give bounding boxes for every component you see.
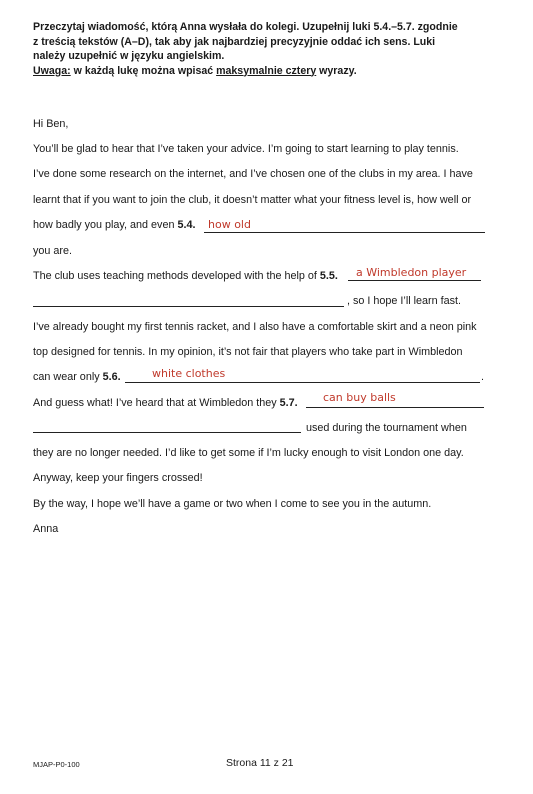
answer-5-5: a Wimbledon player	[356, 266, 467, 279]
letter-line: , so I hope I’ll learn fast.	[347, 295, 462, 307]
letter-text: The club uses teaching methods developed with the help of	[33, 270, 320, 282]
letter-line: You’ll be glad to hear that I’ve taken your advice. I’m going to start learning to play tennis.	[33, 143, 459, 155]
task-instructions	[33, 20, 503, 78]
letter-line: I’ve done some research on the internet, and I’ve chosen one of the clubs in my area. I have	[33, 168, 473, 180]
instruction-line: z treścią tekstów (A–D), tak aby jak najbardziej precyzyjnie oddać ich sens. Luki	[33, 35, 436, 48]
gap-number-5-6: 5.6.	[102, 371, 121, 383]
letter-line	[33, 370, 121, 384]
note-label: Uwaga:	[33, 64, 71, 77]
instruction-line: należy uzupełnić w języku angielskim.	[33, 50, 225, 62]
letter-text: can wear only	[33, 371, 103, 383]
note-limit: maksymalnie cztery	[216, 64, 317, 77]
letter-line	[33, 396, 298, 410]
letter-signature: Anna	[33, 523, 59, 535]
instruction-line: Przeczytaj wiadomość, którą Anna wysłała do kolegi. Uzupełnij luki 5.4.–5.7. zgodnie	[33, 21, 458, 33]
letter-line: you are.	[33, 245, 73, 257]
exam-code: MJAP-P0-100	[33, 760, 80, 769]
page-number: Strona 11 z 21	[226, 757, 294, 769]
letter-line: used during the tournament when	[306, 422, 467, 434]
letter-text: And guess what! I’ve heard that at Wimbledon they	[33, 397, 280, 409]
answer-5-6: white clothes	[152, 367, 226, 380]
instruction-note	[33, 64, 503, 79]
letter-text: how badly you play, and even	[33, 219, 178, 231]
gap-5-7-field-continued[interactable]	[33, 418, 301, 433]
letter-line	[33, 218, 195, 232]
note-text: w każdą lukę można wpisać	[70, 64, 217, 77]
letter-greeting: Hi Ben,	[33, 118, 69, 130]
letter-line	[33, 269, 338, 283]
letter-line: I’ve already bought my first tennis racket, and I also have a comfortable skirt and a neon pink	[33, 321, 477, 333]
note-end: wyrazy.	[316, 64, 357, 77]
letter-line: By the way, I hope we’ll have a game or two when I come to see you in the autumn.	[33, 498, 432, 510]
gap-number-5-5: 5.5.	[319, 270, 338, 282]
answer-5-4: how old	[208, 218, 251, 231]
gap-number-5-4: 5.4.	[177, 219, 196, 231]
letter-line: Anyway, keep your fingers crossed!	[33, 472, 203, 484]
letter-line: top designed for tennis. In my opinion, it’s not fair that players who take part in Wimbledon	[33, 346, 463, 358]
letter-line: learnt that if you want to join the club, it doesn’t matter what your fitness level is, how well or	[33, 194, 472, 206]
gap-5-5-field-continued[interactable]	[33, 292, 344, 307]
letter-punctuation: .	[481, 371, 484, 383]
gap-number-5-7: 5.7.	[279, 397, 298, 409]
answer-5-7: can buy balls	[323, 391, 396, 404]
letter-line: they are no longer needed. I’d like to get some if I’m lucky enough to visit London one day.	[33, 447, 464, 459]
